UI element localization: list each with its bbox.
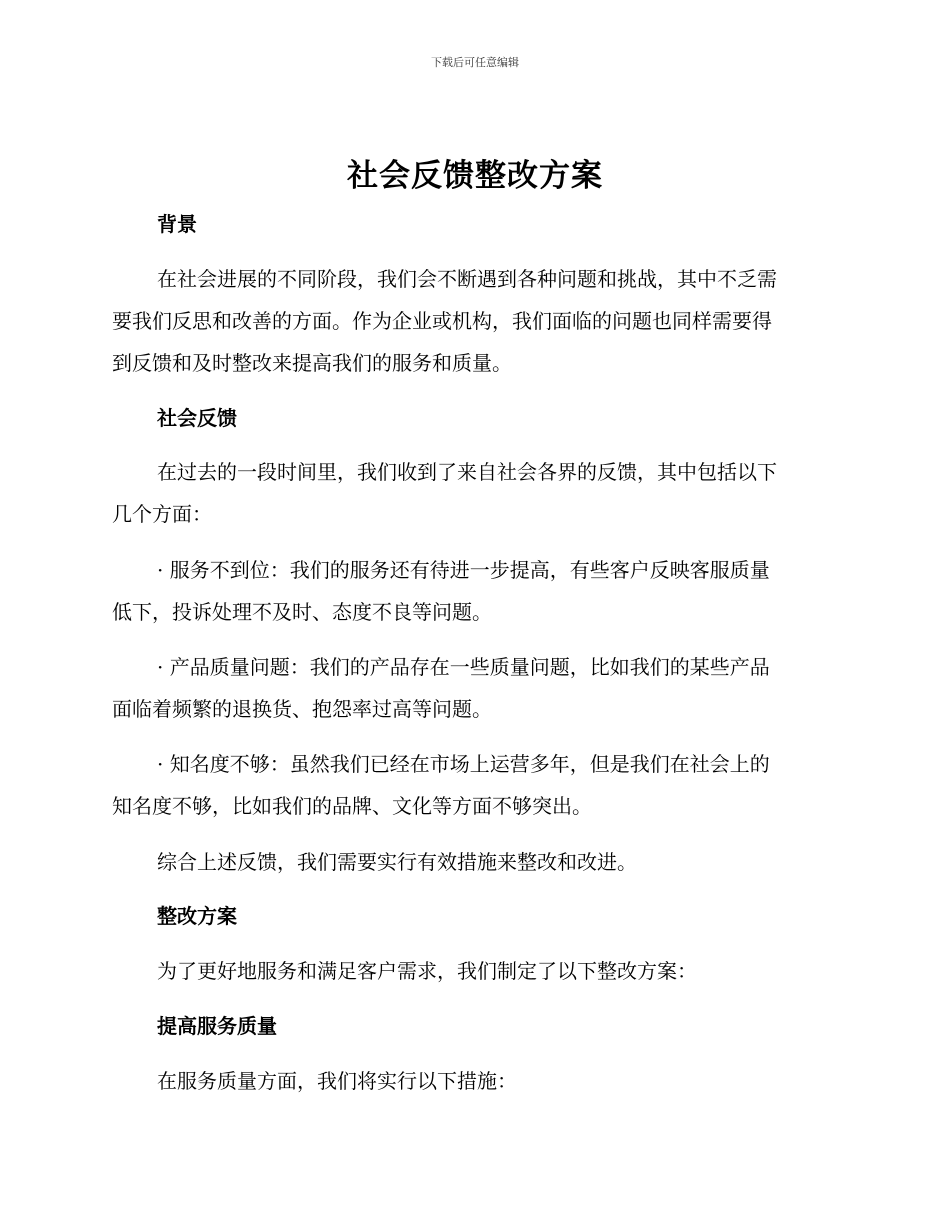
feedback-item-product-line-2: 面临着频繁的退换货、抱怨率过高等问题。: [112, 697, 492, 721]
feedback-item-product-line-1: · 产品质量问题：我们的产品存在一些质量问题，比如我们的某些产品: [157, 655, 770, 679]
background-paragraph-line-2: 要我们反思和改善的方面。作为企业或机构，我们面临的问题也同样需要得: [112, 309, 772, 333]
service-quality-intro: 在服务质量方面，我们将实行以下措施：: [157, 1069, 517, 1093]
feedback-item-service-line-1: · 服务不到位：我们的服务还有待进一步提高，有些客户反映客服质量: [157, 558, 770, 582]
feedback-intro-line-2: 几个方面：: [112, 502, 212, 526]
section-heading-feedback: 社会反馈: [157, 406, 237, 430]
background-paragraph-line-1: 在社会进展的不同阶段，我们会不断遇到各种问题和挑战，其中不乏需: [157, 267, 777, 291]
feedback-intro-line-1: 在过去的一段时间里，我们收到了来自社会各界的反馈，其中包括以下: [157, 460, 777, 484]
section-heading-background: 背景: [157, 212, 197, 236]
feedback-item-awareness-line-2: 知名度不够，比如我们的品牌、文化等方面不够突出。: [112, 794, 592, 818]
section-heading-plan: 整改方案: [157, 904, 237, 928]
background-paragraph-line-3: 到反馈和及时整改来提高我们的服务和质量。: [112, 351, 512, 375]
plan-intro: 为了更好地服务和满足客户需求，我们制定了以下整改方案：: [157, 959, 697, 983]
header-note: 下载后可任意编辑: [431, 56, 519, 69]
feedback-item-service-line-2: 低下，投诉处理不及时、态度不良等问题。: [112, 600, 492, 624]
feedback-item-awareness-line-1: · 知名度不够：虽然我们已经在市场上运营多年，但是我们在社会上的: [157, 752, 770, 776]
section-heading-service-quality: 提高服务质量: [157, 1014, 277, 1038]
document-title: 社会反馈整改方案: [347, 158, 603, 194]
feedback-summary: 综合上述反馈，我们需要实行有效措施来整改和改进。: [157, 850, 637, 874]
